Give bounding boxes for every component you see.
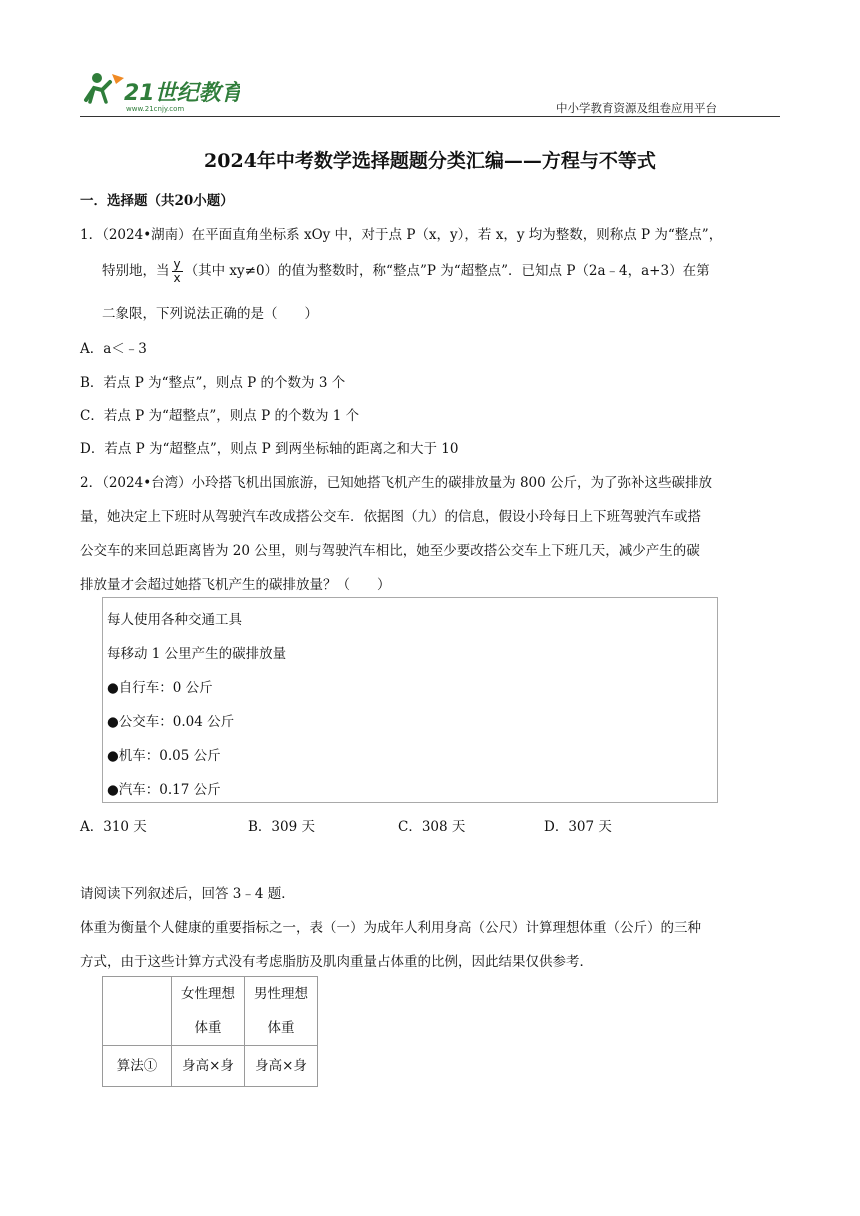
table-corner-cell <box>103 977 172 1046</box>
reading-line1: 体重为衡量个人健康的重要指标之一，表（一）为成年人利用身高（公尺）计算理想体重（公斤）的三种 <box>80 920 701 936</box>
q2-stem-line4: 排放量才会超过她搭飞机产生的碳排放量？（ ） <box>80 577 391 593</box>
q2-stem-line1: 2．（2024•台湾）小玲搭飞机出国旅游，已知她搭飞机产生的碳排放量为 800 公斤，为了弥补这些碳排放 <box>80 475 713 491</box>
box-line-motorcycle: ●机车：0.05 公斤 <box>107 748 221 764</box>
table-header-female: 女性理想 体重 <box>172 977 245 1046</box>
q1-option-d: D．若点 P 为“超整点”，则点 P 到两坐标轴的距离之和大于 10 <box>80 441 459 457</box>
page-title: 2024年中考数学选择题题分类汇编——方程与不等式 <box>204 150 656 172</box>
q1-option-b: B．若点 P 为“整点”，则点 P 的个数为 3 个 <box>80 375 346 391</box>
header-divider <box>80 116 780 117</box>
q1-option-c: C．若点 P 为“超整点”，则点 P 的个数为 1 个 <box>80 408 360 424</box>
ideal-weight-table <box>102 976 318 1087</box>
fraction-y-over-x: $\frac{y}{x}$ <box>173 257 181 285</box>
box-line-1: 每人使用各种交通工具 <box>107 612 242 628</box>
svg-text:www.21cnjy.com: www.21cnjy.com <box>126 105 185 113</box>
section-heading: 一．选择题（共20小题） <box>80 193 234 209</box>
reading-line2: 方式，由于这些计算方式没有考虑脂肪及肌肉重量占体重的比例，因此结果仅供参考． <box>80 954 593 970</box>
q1-stem-line2 <box>102 258 710 285</box>
emission-info-box <box>102 597 718 803</box>
q2-option-a: A．310 天 <box>80 819 147 835</box>
table-header-male: 男性理想 体重 <box>245 977 318 1046</box>
table-cell-male: 身高×身 <box>245 1046 318 1087</box>
q2-stem-line2: 量，她决定上下班时从驾驶汽车改成搭公交车．依据图（九）的信息，假设小玲每日上下班驾驶汽车或搭 <box>80 509 701 525</box>
q1-stem-line3: 二象限，下列说法正确的是（ ） <box>102 306 318 322</box>
svg-text:21世纪教育: 21世纪教育 <box>124 81 240 106</box>
reading-intro: 请阅读下列叙述后，回答 3﹣4 题． <box>80 886 295 902</box>
table-header-row <box>103 977 318 1046</box>
q1-line2-after: （其中 xy≠0）的值为整数时，称“整点”P 为“超整点”．已知点 P（2a﹣4，a+3）在第 <box>184 263 710 279</box>
table-row-label: 算法① <box>103 1046 172 1087</box>
box-line-bus: ●公交车：0.04 公斤 <box>107 714 235 730</box>
q2-option-c: C．308 天 <box>398 819 466 835</box>
q1-stem-line1: 1．（2024•湖南）在平面直角坐标系 xOy 中，对于点 P（x，y），若 x，y 均为整数，则称点 P 为“整点”， <box>80 227 723 243</box>
q2-stem-line3: 公交车的来回总距离皆为 20 公里，则与驾驶汽车相比，她至少要改搭公交车上下班几天，减少产生的碳 <box>80 543 700 559</box>
table-cell-female: 身高×身 <box>172 1046 245 1087</box>
q1-option-a: A．a＜﹣3 <box>80 341 147 357</box>
platform-name: 中小学教育资源及组卷应用平台 <box>556 101 717 115</box>
site-logo <box>80 70 240 114</box>
runner-logo-icon <box>80 70 240 114</box>
box-line-bicycle: ●自行车：0 公斤 <box>107 680 213 696</box>
q2-option-d: D．307 天 <box>544 819 612 835</box>
q2-option-b: B．309 天 <box>248 819 315 835</box>
table-row <box>103 1046 318 1087</box>
q1-line2-before: 特别地，当 <box>102 263 170 279</box>
box-line-2: 每移动 1 公里产生的碳排放量 <box>107 646 287 662</box>
box-line-car: ●汽车：0.17 公斤 <box>107 782 221 798</box>
